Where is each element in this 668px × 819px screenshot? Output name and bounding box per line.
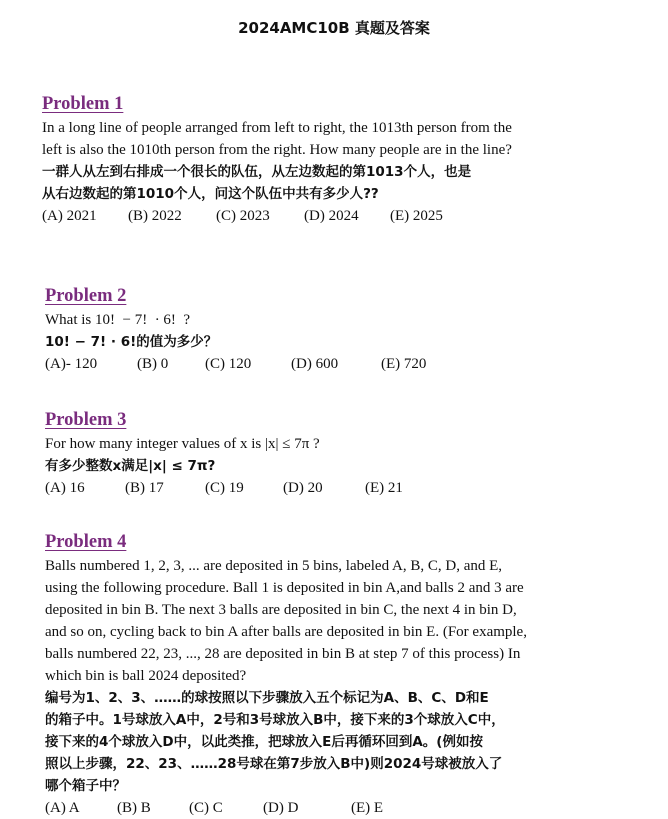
choice-d: (D) D bbox=[263, 800, 299, 816]
choice-b: (B) B bbox=[117, 800, 151, 816]
question-text-zh: 照以上步骤，22、23、……28号球在第7步放入B中)则2024号球被放入了 bbox=[45, 756, 503, 772]
problem-2 bbox=[45, 285, 645, 375]
answer-choices bbox=[45, 353, 645, 375]
choice-a: (A) 2021 bbox=[42, 208, 97, 224]
answer-choices bbox=[42, 205, 642, 227]
question-text-zh: 接下来的4个球放入D中，以此类推，把球放入E后再循环回到A。(例如按 bbox=[45, 734, 483, 750]
question-text-en: Balls numbered 1, 2, 3, ... are deposited in 5 bins, labeled A, B, C, D, and E, bbox=[45, 558, 503, 574]
question-text-en: balls numbered 22, 23, ..., 28 are deposited in bin B at step 7 of this process) In bbox=[45, 646, 521, 662]
question-text-en: What is 10! − 7! · 6! ? bbox=[45, 312, 191, 328]
problem-1 bbox=[42, 93, 642, 227]
question-text-zh: 有多少整数x满足|x| ≤ 7π? bbox=[45, 458, 216, 474]
question-text-en: which bin is ball 2024 deposited? bbox=[45, 668, 247, 684]
choice-e: (E) 2025 bbox=[390, 208, 443, 224]
question-text-zh: 一群人从左到右排成一个很长的队伍，从左边数起的第1013个人，也是 bbox=[42, 164, 472, 180]
question-text-zh: 哪个箱子中？ bbox=[45, 778, 126, 794]
question-text-zh: 的箱子中。1号球放入A中，2号和3号球放入B中，接下来的3个球放入C中， bbox=[45, 712, 505, 728]
choice-a: (A)- 120 bbox=[45, 356, 98, 372]
question-text-zh: 10! − 7! · 6!的值为多少？ bbox=[45, 334, 218, 350]
choice-e: (E) 720 bbox=[381, 356, 427, 372]
choice-e: (E) E bbox=[351, 800, 384, 816]
choice-a: (A) A bbox=[45, 800, 80, 816]
question-text-zh: 编号为1、2、3、……的球按照以下步骤放入五个标记为A、B、C、D和E bbox=[45, 690, 489, 706]
choice-b: (B) 17 bbox=[125, 480, 164, 496]
problem-heading: Problem 3 bbox=[45, 410, 127, 430]
choice-b: (B) 0 bbox=[137, 356, 169, 372]
choice-a: (A) 16 bbox=[45, 480, 85, 496]
choice-e: (E) 21 bbox=[365, 480, 403, 496]
question-text-zh: 从右边数起的第1010个人，问这个队伍中共有多少人?? bbox=[42, 186, 379, 202]
choice-c: (C) 2023 bbox=[216, 208, 270, 224]
question-text-en: using the following procedure. Ball 1 is deposited in bin A,and balls 2 and 3 are bbox=[45, 580, 524, 596]
answer-choices bbox=[45, 477, 645, 499]
problem-heading: Problem 4 bbox=[45, 532, 127, 552]
question-text-en: For how many integer values of x is |x| ≤ 7π ? bbox=[45, 436, 320, 452]
choice-b: (B) 2022 bbox=[128, 208, 182, 224]
problem-3 bbox=[45, 409, 645, 499]
problem-heading: Problem 2 bbox=[45, 286, 127, 306]
problem-4 bbox=[45, 531, 645, 819]
answer-choices bbox=[45, 797, 645, 819]
choice-c: (C) 120 bbox=[205, 356, 252, 372]
question-text-en: left is also the 1010th person from the right. How many people are in the line? bbox=[42, 142, 512, 158]
question-text-en: and so on, cycling back to bin A after balls are deposited in bin E. (For example, bbox=[45, 624, 527, 640]
page-title: 2024AMC10B 真题及答案 bbox=[238, 19, 430, 37]
question-text-en: deposited in bin B. The next 3 balls are deposited in bin C, the next 4 in bin D, bbox=[45, 602, 517, 618]
choice-c: (C) C bbox=[189, 800, 223, 816]
choice-c: (C) 19 bbox=[205, 480, 244, 496]
choice-d: (D) 600 bbox=[291, 356, 339, 372]
problem-heading: Problem 1 bbox=[42, 94, 124, 114]
question-text-en: In a long line of people arranged from left to right, the 1013th person from the bbox=[42, 120, 512, 136]
choice-d: (D) 20 bbox=[283, 480, 323, 496]
choice-d: (D) 2024 bbox=[304, 208, 359, 224]
